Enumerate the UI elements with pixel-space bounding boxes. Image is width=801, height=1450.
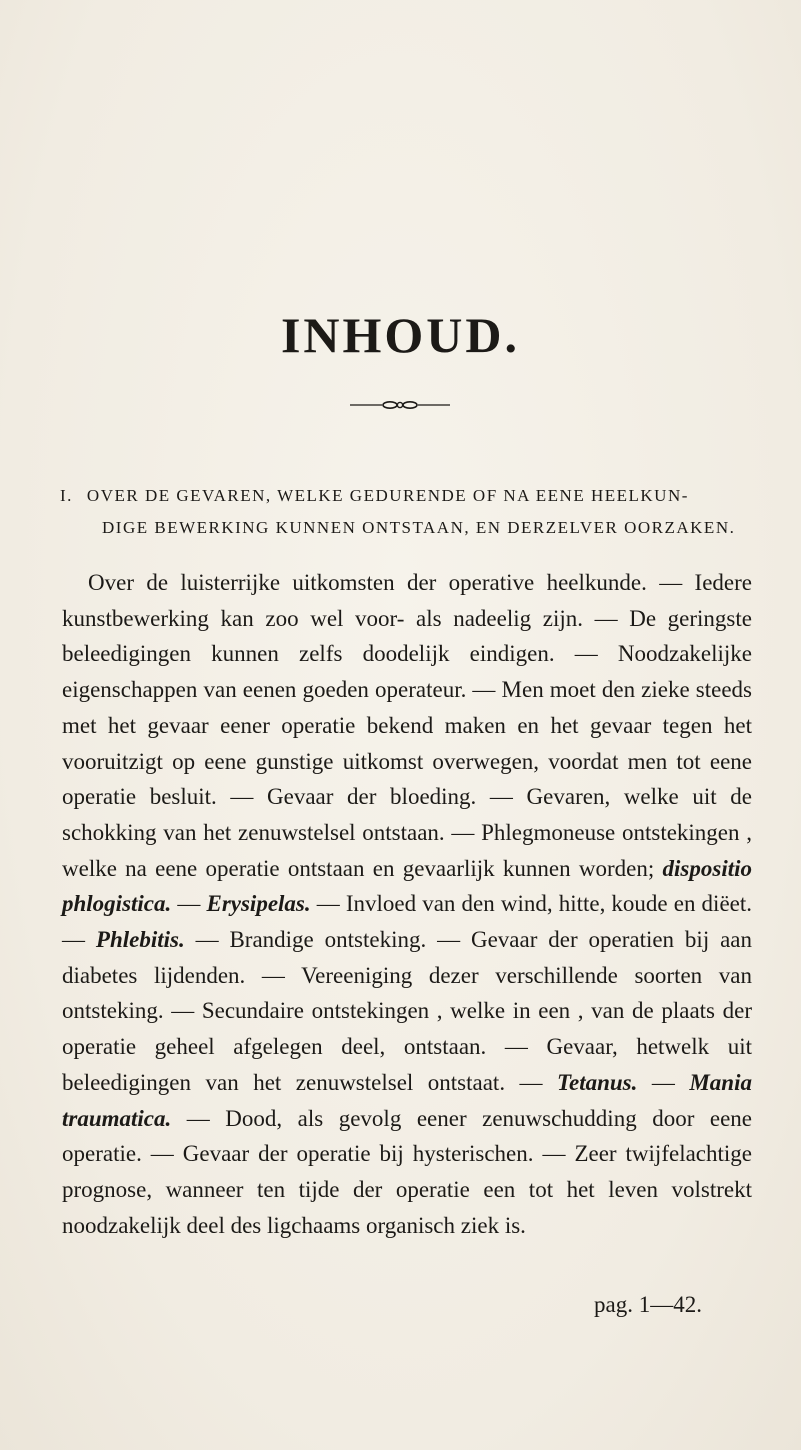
latin-term: Mania traumatica. <box>62 1069 752 1131</box>
chapter-number: I. <box>60 486 73 505</box>
chapter-heading-line1: OVER DE GEVAREN, WELKE GEDURENDE OF NA EENE HEELKUN- <box>86 486 689 505</box>
chapter-heading <box>60 480 750 544</box>
latin-term: dispositio phlogistica. <box>62 855 752 917</box>
summary-text: Over de luisterrijke uitkomsten der operative heelkunde. — Iedere kunstbewerking kan zoo wel voor- als nadeelig zijn. — De geringste beleedigingen kunnen zelfs doodelijk eindigen. — Noodzakelijke eigenschappen van eenen goeden operateur. — Men moet den zieke steeds met het gevaar eener operatie bekend maken en het gevaar tegen het vooruitzigt op eene gunstige uitkomst overwegen, voordat men tot eene operatie besluit. — Gevaar der bloeding. — Gevaren, welke uit de schokking van het zenuwstelsel ontstaan. — Phlegmoneuse ontstekingen , welke na eene operatie ontstaan en gevaarlijk kunnen worden; <box>62 570 752 881</box>
page-title: INHOUD. <box>280 307 521 363</box>
latin-term: Erysipelas. <box>206 891 311 917</box>
summary-text: — Invloed van den wind, hitte, koude en diëet. — <box>62 891 753 953</box>
latin-term: Tetanus. <box>557 1069 638 1095</box>
chapter-heading-line2: DIGE BEWERKING KUNNEN ONTSTAAN, EN DERZELVER OORZAKEN. <box>102 518 736 537</box>
summary-text: — <box>637 1069 690 1095</box>
summary-text: — Dood, als gevolg eener zenuwschudding door eene operatie. — Gevaar der operatie bij hysterischen. — Zeer twijfelachtige prognose, wanneer ten tijde der operatie een tot het leven volstrekt noodzakelijk deel des ligchaams organisch ziek is. <box>62 1105 752 1238</box>
summary-text: — <box>171 891 207 917</box>
ornament-divider <box>350 400 450 410</box>
summary-text: — Brandige ontsteking. — Gevaar der operatien bij aan diabetes lijdenden. — Vereeniging dezer verschillende soorten van ontsteking. — Secundaire ontstekingen , welke in een , van de plaats der operatie geheel afgelegen deel, ontstaan. — Gevaar, hetwelk uit beleedigingen van het zenuwstelsel ontstaat. — <box>62 927 753 1095</box>
page-reference: pag. 1—42. <box>594 1292 702 1317</box>
chapter-summary <box>62 565 752 1243</box>
latin-term: Phlebitis. <box>95 927 185 953</box>
